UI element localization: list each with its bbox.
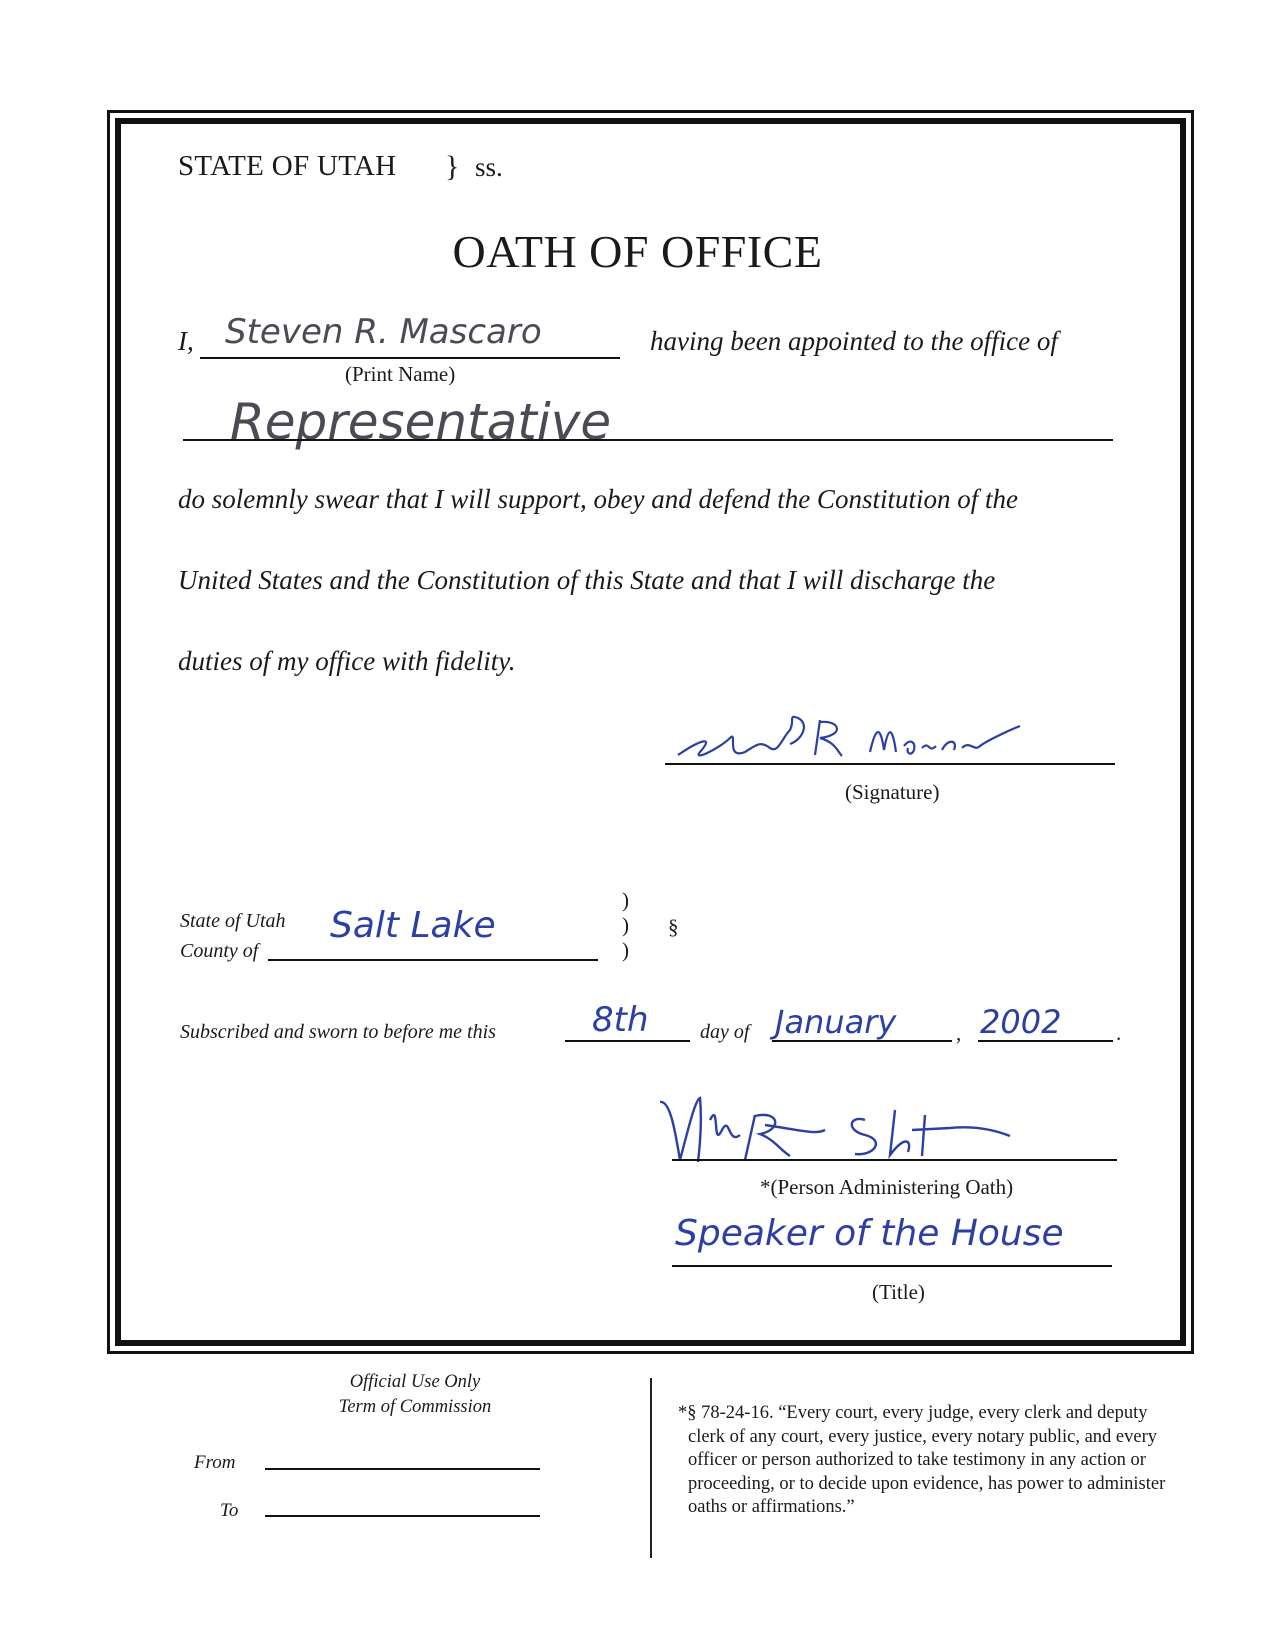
office-handwritten: Representative [230,393,612,451]
print-name-handwritten: Steven R. Mascaro [225,312,542,352]
office-line [183,439,1113,441]
from-line [265,1468,540,1470]
venue-state-label: State of Utah [180,910,286,932]
month-handwritten: January [775,1003,897,1041]
title-handwritten: Speaker of the House [675,1213,1064,1254]
statute-footnote [678,1402,1178,1520]
header-ss: ss. [475,152,503,182]
state-header: STATE OF UTAH [178,150,397,182]
day-line [565,1040,690,1042]
section-symbol: § [668,915,679,939]
county-line [268,959,598,961]
administrator-line [672,1159,1117,1161]
official-use-label: Official Use Only [349,1372,481,1392]
oath-prefix: I, [178,326,194,356]
venue-county-label: County of [180,940,259,962]
to-label: To [220,1500,239,1521]
print-name-line [200,357,620,359]
date-comma: , [956,1021,962,1045]
year-line [978,1040,1113,1042]
page-title: OATH OF OFFICE [452,226,823,277]
county-handwritten: Salt Lake [330,905,496,946]
appointed-text: having been appointed to the office of [650,326,1058,356]
day-handwritten: 8th [592,1000,649,1040]
column-divider [650,1378,652,1558]
subscribed-text: Subscribed and sworn to before me this [180,1021,496,1043]
oath-signature [670,700,1030,770]
header-brace: } [445,150,460,183]
from-label: From [194,1452,236,1473]
administrator-signature [650,1090,1070,1170]
administrator-label: *(Person Administering Oath) [760,1175,1014,1199]
year-handwritten: 2002 [980,1003,1062,1041]
venue-paren-2: ) [622,913,629,937]
signature-line [665,763,1115,765]
title-line [672,1265,1112,1267]
oath-text-line2: United States and the Constitution of this State and that I will discharge the [178,565,996,595]
oath-text-line3: duties of my office with fidelity. [178,646,516,676]
statute-text: *§ 78-24-16. “Every court, every judge, every clerk and deputy clerk of any court, every justice, every notary public, and every officer or person authorized to take testimony in any action or proceeding, or to decide upon evidence, has power to administer oaths or affirmations.” [678,1403,1166,1517]
venue-paren-1: ) [622,888,629,912]
term-of-commission-label: Term of Commission [338,1397,492,1417]
month-line [772,1040,952,1042]
date-period: . [1116,1021,1122,1045]
day-of-label: day of [700,1021,750,1043]
print-name-label: (Print Name) [345,362,456,386]
title-label: (Title) [872,1280,925,1304]
signature-label: (Signature) [845,780,940,804]
venue-paren-3: ) [622,938,629,962]
to-line [265,1515,540,1517]
oath-text-line1: do solemnly swear that I will support, obey and defend the Constitution of the [178,484,1018,514]
